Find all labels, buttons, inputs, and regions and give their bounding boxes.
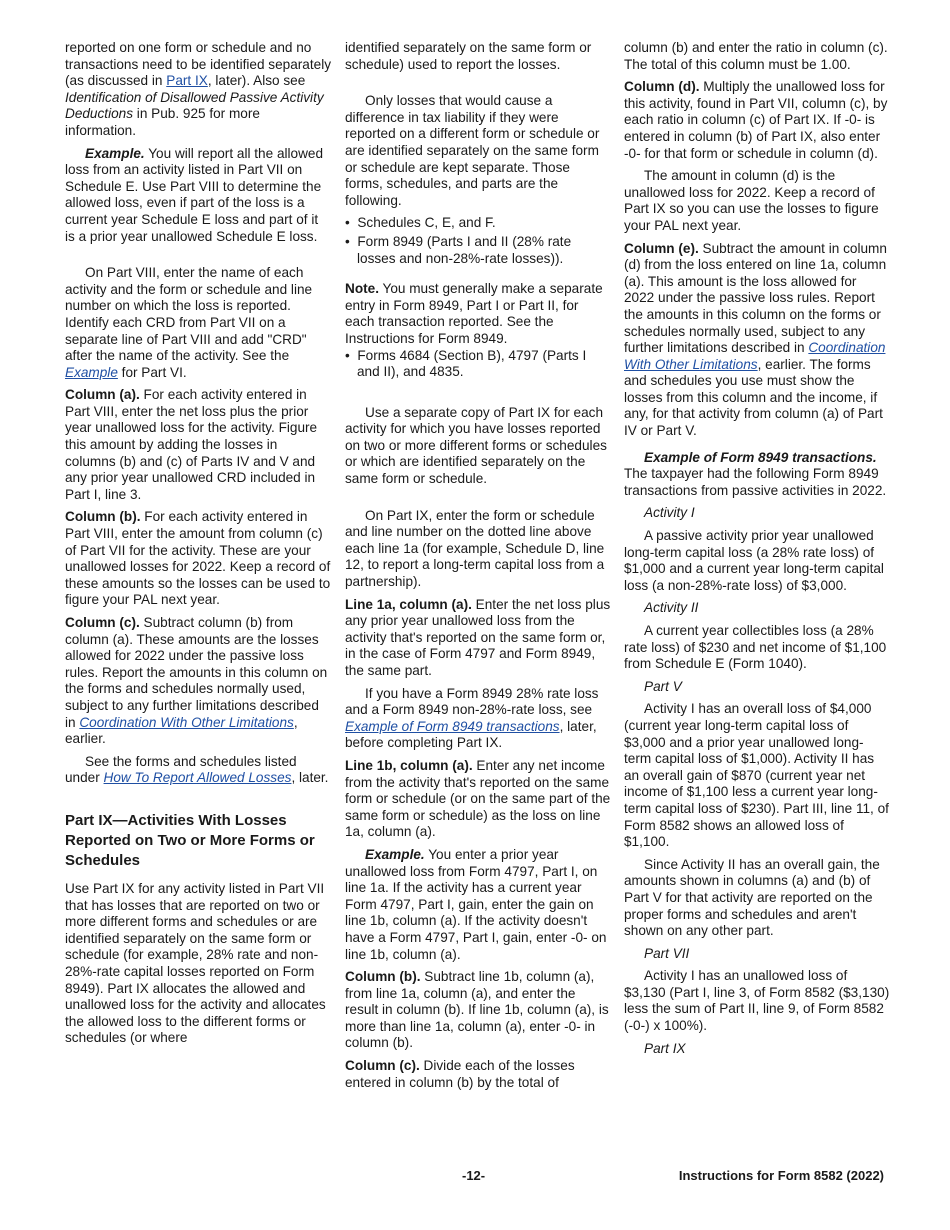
paragraph: column (b) and enter the ratio in column (c). The total of this column must be 1.00. bbox=[624, 40, 888, 72]
paragraph: On Part VIII, enter the name of each activity and the form or schedule and line number on which the loss is reported. Identify each CRD from Part VII on a separate line of Part VIII and add "CRD" after the name of the activity. See the Example for Part VI. bbox=[65, 265, 313, 380]
column-1 bbox=[65, 40, 331, 1053]
line-1b-paragraph: Line 1b, column (a). Enter any net income from the activity that's reported on the same form or schedule (or on the same part of the same form or schedule) as the loss on line 1a, column (a). bbox=[345, 757, 611, 840]
example-paragraph: Example of Form 8949 transactions. The taxpayer had the following Form 8949 transactions from passive activities in 2022. bbox=[624, 449, 887, 498]
page-number: -12- bbox=[462, 1168, 486, 1183]
subheading: Part VII bbox=[644, 945, 690, 961]
section-heading: Part IX—Activities With Losses Reported on Two or More Forms or Schedules bbox=[65, 811, 315, 869]
paragraph: Use a separate copy of Part IX for each activity for which you have losses reported on two or more different forms or schedules or which are identified separately on the same form or schedule. bbox=[345, 404, 607, 487]
column-3 bbox=[624, 40, 890, 1063]
column-d-paragraph: Column (d). Multiply the unallowed loss for this activity, found in Part VII, column (c), by each ratio in column (c) of Part IX. If -0- is entered in column (b) of Part IX, also enter -0- for that form or schedule in column (d). bbox=[624, 79, 888, 161]
coordination-link[interactable]: Coordination With Other Limitations bbox=[79, 714, 294, 730]
paragraph: A current year collectibles loss (a 28% rate loss) of $230 and net income of $1,100 from Schedule E (Form 1040). bbox=[624, 623, 887, 672]
note-paragraph: Note. You must generally make a separate entry in Form 8949, Part I or Part II, for each transaction reported. See the Instructions for Form 8949. bbox=[345, 281, 603, 346]
paragraph: On Part IX, enter the form or schedule and line number on the dotted line above each line 1a (for example, Schedule D, line 12, to report a long-term capital loss from a partnership). bbox=[345, 507, 605, 590]
column-b-paragraph: Column (b). For each activity entered in Part VIII, enter the amount from column (c) of Part VII for the activity. These are your unallowed losses for 2022. Keep a record of these amounts so the losses can be used to figure your PAL next year. bbox=[65, 509, 331, 608]
paragraph: Activity I has an unallowed loss of $3,130 (Part I, line 3, of Form 8582 ($3,130) less the sum of Part II, line 9, of Form 8582 (-0-) x 100%). bbox=[624, 968, 890, 1034]
list-item: • Schedules C, E, and F. bbox=[345, 215, 496, 231]
coordination-link[interactable]: Coordination With Other Limitations bbox=[624, 340, 886, 372]
footer-title: Instructions for Form 8582 (2022) bbox=[678, 1168, 884, 1183]
paragraph: The amount in column (d) is the unallowed loss for 2022. Keep a record of Part IX so you can use the losses to figure your PAL next year. bbox=[624, 168, 879, 233]
list-item: • Form 8949 (Parts I and II (28% rate losses and non-28%-rate losses)). bbox=[345, 233, 572, 266]
column-e-paragraph: Column (e). Subtract the amount in column (d) from the loss entered on line 1a, column (a). This amount is the loss allowed for 2022 under the passive loss rules. Report the amounts in this column on the forms or schedules normally used, subject to any further limitations described in Coordination With Other Limitations, earlier. The forms and schedules you use must show the losses from this column and the income, if any, for that activity from column (a) of Part IV or Part V. bbox=[624, 240, 887, 439]
paragraph: Only losses that would cause a difference in tax liability if they were reported on a different form or schedule or are identified separately on the same form or schedule are kept separate. Those forms, schedules, and parts are the following. bbox=[345, 93, 600, 208]
example-paragraph: Example. You enter a prior year unallowed loss from Form 4797, Part I, on line 1a. If the activity has a current year Form 4797, Part I, gain, enter the gain on line 1b, column (a). If the activity doesn't have a Form 4797, Part I, gain, enter -0- on line 1b, column (a). bbox=[345, 846, 607, 962]
list-item: • Forms 4684 (Section B), 4797 (Parts I and II), and 4835. bbox=[345, 347, 587, 380]
example-8949-link[interactable]: Example of Form 8949 transactions bbox=[345, 718, 560, 734]
column-a-paragraph: Column (a). For each activity entered in Part VIII, enter the net loss plus the prior year unallowed loss for the activity. Figure this amount by adding the losses in columns (b) and (c) of Parts IV and V and any prior year unallowed CRD included in Part I, line 3. bbox=[65, 387, 318, 502]
paragraph: If you have a Form 8949 28% rate loss and a Form 8949 non-28%-rate loss, see Example of Form 8949 transactions, later, before completing Part IX. bbox=[345, 685, 599, 751]
paragraph: Since Activity II has an overall gain, the amounts shown in columns (a) and (b) of Part V for that activity are reported on the proper forms and schedules and aren't shown on any other part. bbox=[624, 856, 880, 939]
column-c-paragraph: Column (c). Divide each of the losses entered in column (b) by the total of bbox=[345, 1058, 575, 1090]
paragraph: See the forms and schedules listed under How To Report Allowed Losses, later. bbox=[65, 753, 329, 786]
paragraph: Activity I has an overall loss of $4,000 (current year long-term capital loss of $3,000 and a prior year unallowed long-term capital loss of $1,000). Activity II has an overall gain of $870 (current year net income of $1,100 less a current year long-term capital loss of $230). Part III, line 11, of Form 8582 shows an allowed loss of $1,100. bbox=[624, 701, 889, 850]
subheading: Activity II bbox=[644, 600, 699, 616]
paragraph: Use Part IX for any activity listed in Part VII that has losses that are reported on two or more different forms and schedules or are identified separately on the same form or schedule (for example, 28% rate and non-28%-rate capital losses reported on Form 8949). Part IX allocates the allowed and unallowed loss for the activity and allocates the allowed loss to the different forms or schedules (or where bbox=[65, 880, 326, 1046]
paragraph: reported on one form or schedule and no transactions need to be identified separately (as discussed in Part IX, later). Also see Identification of Disallowed Passive Activity Deductions in Pub. 925 for more information. bbox=[65, 40, 332, 138]
example-paragraph: Example. You will report all the allowed loss from an activity listed in Part VII on Schedule E. Use Part VIII to determine the allowed loss, even if part of the loss is a current year Schedule E loss and part of it is a prior year unallowed Schedule E loss. bbox=[65, 145, 324, 244]
column-2 bbox=[345, 40, 611, 1097]
subheading: Part V bbox=[644, 678, 682, 694]
how-to-report-link[interactable]: How To Report Allowed Losses bbox=[103, 770, 292, 786]
subheading: Activity I bbox=[644, 505, 695, 521]
column-c-paragraph: Column (c). Subtract column (b) from column (a). These amounts are the losses allowed for 2022 under the passive loss rules. Report the amounts in this column on the forms and schedules normally used, subject to any further limitations described in Coordination With Other Limitations, earlier. bbox=[65, 615, 328, 747]
example-link[interactable]: Example bbox=[65, 364, 118, 380]
subheading: Part IX bbox=[644, 1040, 686, 1056]
paragraph: identified separately on the same form or schedule) used to report the losses. bbox=[345, 40, 592, 72]
line-1a-paragraph: Line 1a, column (a). Enter the net loss plus any prior year unallowed loss from the activity that's reported on the same form or, in the case of Form 4797 and Form 8949, the same part. bbox=[345, 596, 611, 678]
paragraph: A passive activity prior year unallowed long-term capital loss (a 28% rate loss) of $1,000 and a current year long-term capital loss (a non-28%-rate loss) of $3,000. bbox=[624, 528, 884, 593]
part-ix-link[interactable]: Part IX bbox=[166, 73, 208, 89]
column-b-paragraph: Column (b). Subtract line 1b, column (a), from line 1a, column (a), and enter the result in column (b). If line 1b, column (a), is more than line 1a, column (a), enter -0- in column (b). bbox=[345, 969, 609, 1051]
